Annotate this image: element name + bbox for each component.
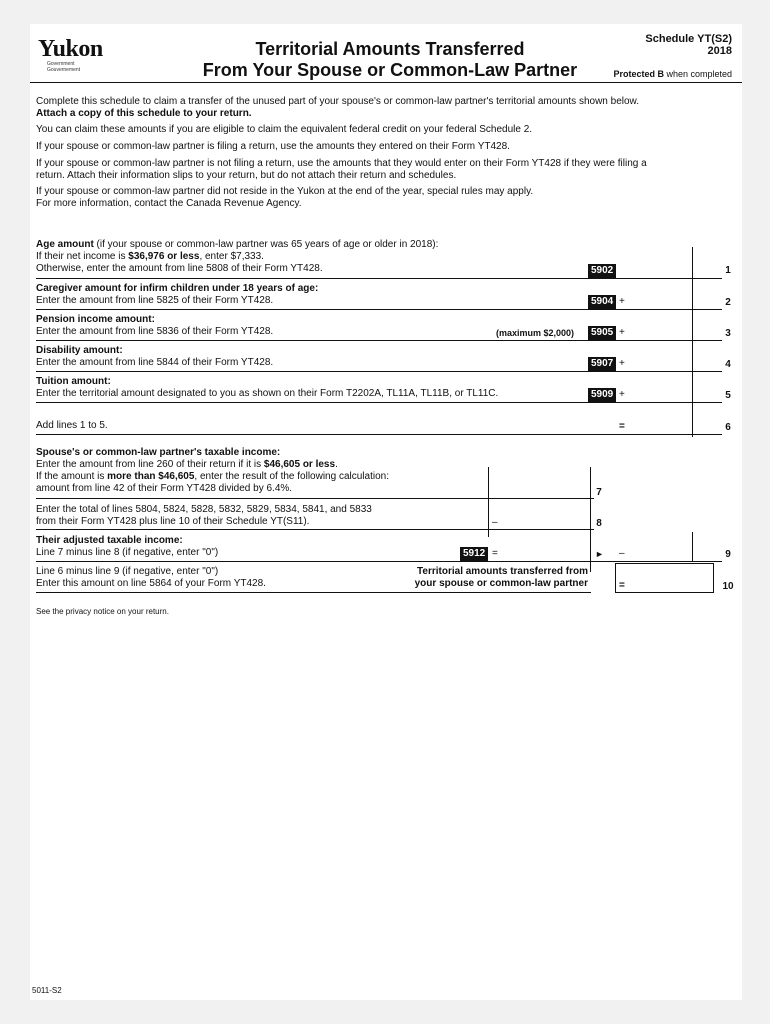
line-10-number: 10 bbox=[722, 581, 734, 592]
line-8-text bbox=[36, 504, 486, 528]
line-1-t2c: , enter $7,333. bbox=[199, 251, 264, 262]
line-4-text bbox=[36, 345, 596, 369]
mid-column-left bbox=[488, 467, 489, 537]
line-2-plus: + bbox=[619, 296, 625, 307]
form-page bbox=[30, 24, 742, 1000]
line-5-head: Tuition amount: bbox=[36, 376, 111, 387]
line-7-amount-field[interactable] bbox=[492, 479, 588, 496]
line-3-head: Pension income amount: bbox=[36, 314, 155, 325]
line-3-maximum: (maximum $2,000) bbox=[496, 328, 575, 338]
line-1-number: 1 bbox=[725, 265, 731, 276]
line-3-number: 3 bbox=[725, 328, 731, 339]
line-10-r1: Territorial amounts transferred from bbox=[417, 566, 588, 577]
line-9-minus: – bbox=[619, 548, 625, 559]
line-10-amount-field[interactable] bbox=[615, 563, 714, 593]
intro-p5a: If your spouse or common-law partner did not reside in the Yukon at the end of the year, special rules may apply. bbox=[36, 186, 534, 197]
logo-sub-french: Gouvernement bbox=[47, 67, 81, 73]
logo-wordmark: Yukon bbox=[38, 36, 103, 62]
line-6-number: 6 bbox=[725, 422, 731, 433]
line-8-number: 8 bbox=[596, 518, 602, 529]
line-9-right-divider bbox=[692, 532, 693, 561]
line-9-rule bbox=[36, 561, 722, 562]
line-7-t1b: $46,605 or less bbox=[263, 459, 336, 470]
intro-p4b: return. Attach their information slips to your return, but do not attach their return and schedules. bbox=[36, 170, 457, 181]
schedule-year: 2018 bbox=[707, 45, 732, 57]
line-10-t1: Line 6 minus line 9 (if negative, enter "0") bbox=[36, 566, 219, 577]
line-8-rule bbox=[36, 529, 594, 530]
line-9-code: 5912 bbox=[460, 547, 488, 561]
line-2-number: 2 bbox=[725, 297, 731, 308]
line-3-t: Enter the amount from line 5836 of their Form YT428. bbox=[36, 326, 274, 337]
line-1-rule bbox=[36, 278, 722, 279]
line-9-t: Line 7 minus line 8 (if negative, enter "0") bbox=[36, 547, 219, 558]
amount-column-divider bbox=[692, 247, 693, 437]
line-2-rule bbox=[36, 309, 722, 310]
line-2-t: Enter the amount from line 5825 of their Form YT428. bbox=[36, 295, 274, 306]
header-rule bbox=[30, 82, 742, 83]
line-1-head: Age amount bbox=[36, 239, 94, 250]
line-8-t1: Enter the total of lines 5804, 5824, 5828, 5832, 5829, 5834, 5841, and 5833 bbox=[36, 504, 372, 515]
line-9-equals: = bbox=[492, 548, 498, 559]
line-1-text bbox=[36, 239, 596, 275]
line-9-right-field[interactable] bbox=[628, 542, 690, 559]
intro-p5b: For more information, contact the Canada Revenue Agency. bbox=[36, 198, 302, 209]
line-7-t3: amount from line 42 of their Form YT428 divided by 6.4%. bbox=[36, 483, 293, 494]
line-3-amount-field[interactable] bbox=[628, 321, 690, 338]
title-line-2: From Your Spouse or Common-Law Partner bbox=[202, 60, 578, 80]
line-4-plus: + bbox=[619, 358, 625, 369]
line-7-head: Spouse's or common-law partner's taxable income: bbox=[36, 447, 281, 458]
line-5-text bbox=[36, 376, 596, 400]
line-1-t2b: $36,976 or less bbox=[128, 251, 200, 262]
line-9-head: Their adjusted taxable income: bbox=[36, 535, 183, 546]
line-2-amount-field[interactable] bbox=[628, 290, 690, 307]
line-1-amount-field[interactable] bbox=[616, 260, 690, 277]
line-10-r2: your spouse or common-law partner bbox=[414, 578, 588, 589]
intro-p1: Complete this schedule to claim a transfer of the unused part of your spouse's or common-law partner's territorial amounts shown below. bbox=[36, 96, 639, 107]
line-7-t2b: more than $46,605 bbox=[107, 471, 195, 482]
line-9-amount-field[interactable] bbox=[502, 542, 588, 559]
form-code: 5011-S2 bbox=[32, 986, 62, 995]
line-4-t: Enter the amount from line 5844 of their Form YT428. bbox=[36, 357, 274, 368]
line-2-head: Caregiver amount for infirm children under 18 years of age: bbox=[36, 283, 319, 294]
line-2-text bbox=[36, 283, 596, 307]
protected-label bbox=[613, 68, 732, 80]
intro-p3: If your spouse or common-law partner is filing a return, use the amounts they entered on their Form YT428. bbox=[36, 141, 510, 152]
intro-p2: You can claim these amounts if you are eligible to claim the equivalent federal credit on your federal Schedule 2. bbox=[36, 124, 533, 135]
line-5-number: 5 bbox=[725, 390, 731, 401]
line-1-t3: Otherwise, enter the amount from line 5808 of their Form YT428. bbox=[36, 263, 323, 274]
line-7-text bbox=[36, 447, 486, 495]
line-5-rule bbox=[36, 402, 722, 403]
line-3-code: 5905 bbox=[588, 326, 616, 340]
line-7-number: 7 bbox=[596, 487, 602, 498]
line-4-code: 5907 bbox=[588, 357, 616, 371]
line-9-number: 9 bbox=[725, 549, 731, 560]
protected-b: Protected B bbox=[613, 69, 664, 79]
line-5-t: Enter the territorial amount designated to you as shown on their Form T2202A, TL11A, TL11B, or TL11C. bbox=[36, 388, 499, 399]
intro bbox=[36, 96, 736, 210]
schedule-name: Schedule YT(S2) bbox=[645, 33, 732, 45]
line-7-t1c: . bbox=[335, 459, 338, 470]
intro-p1-bold: Attach a copy of this schedule to your return. bbox=[36, 108, 252, 119]
line-7-rule bbox=[36, 498, 594, 499]
line-6-text: Add lines 1 to 5. bbox=[36, 420, 108, 431]
line-5-amount-field[interactable] bbox=[628, 383, 690, 400]
protected-rest: when completed bbox=[663, 69, 732, 79]
privacy-notice: See the privacy notice on your return. bbox=[36, 607, 169, 616]
line-6-equals: = bbox=[619, 421, 625, 432]
line-5-plus: + bbox=[619, 389, 625, 400]
line-10-equals: = bbox=[619, 580, 625, 591]
line-10-rule bbox=[36, 592, 591, 593]
title-line-1: Territorial Amounts Transferred bbox=[255, 39, 525, 59]
line-8-t2: from their Form YT428 plus line 10 of their Schedule YT(S11). bbox=[36, 516, 310, 527]
line-4-number: 4 bbox=[725, 359, 731, 370]
line-10-result-label bbox=[360, 566, 588, 590]
line-3-plus: + bbox=[619, 327, 625, 338]
line-9-text bbox=[36, 535, 456, 559]
schedule-id bbox=[645, 33, 732, 57]
line-4-amount-field[interactable] bbox=[628, 352, 690, 369]
intro-p4a: If your spouse or common-law partner is not filing a return, use the amounts that they would enter on their Form YT428 if they were filing a bbox=[36, 158, 647, 169]
line-2-code: 5904 bbox=[588, 295, 616, 309]
line-6-amount-field[interactable] bbox=[628, 415, 690, 432]
line-7-t2a: If the amount is bbox=[36, 471, 108, 482]
line-8-amount-field[interactable] bbox=[502, 511, 588, 528]
line-3-rule bbox=[36, 340, 722, 341]
line-1-t2a: If their net income is bbox=[36, 251, 129, 262]
line-1-code: 5902 bbox=[588, 264, 616, 278]
line-6-rule bbox=[36, 434, 722, 435]
line-7-t1a: Enter the amount from line 260 of their return if it is bbox=[36, 459, 264, 470]
line-7-t2c: , enter the result of the following calculation: bbox=[194, 471, 389, 482]
line-5-code: 5909 bbox=[588, 388, 616, 402]
line-8-minus: – bbox=[492, 517, 498, 528]
line-4-rule bbox=[36, 371, 722, 372]
line-10-text bbox=[36, 566, 366, 590]
line-4-head: Disability amount: bbox=[36, 345, 123, 356]
yukon-logo bbox=[38, 37, 118, 73]
line-10-t2: Enter this amount on line 5864 of your Form YT428. bbox=[36, 578, 266, 589]
logo-sub-english: Government bbox=[47, 61, 75, 67]
line-9-arrow: ► bbox=[595, 549, 604, 559]
form-title bbox=[190, 39, 590, 81]
line-1-head-rest: (if your spouse or common-law partner was 65 years of age or older in 2018): bbox=[93, 239, 439, 250]
